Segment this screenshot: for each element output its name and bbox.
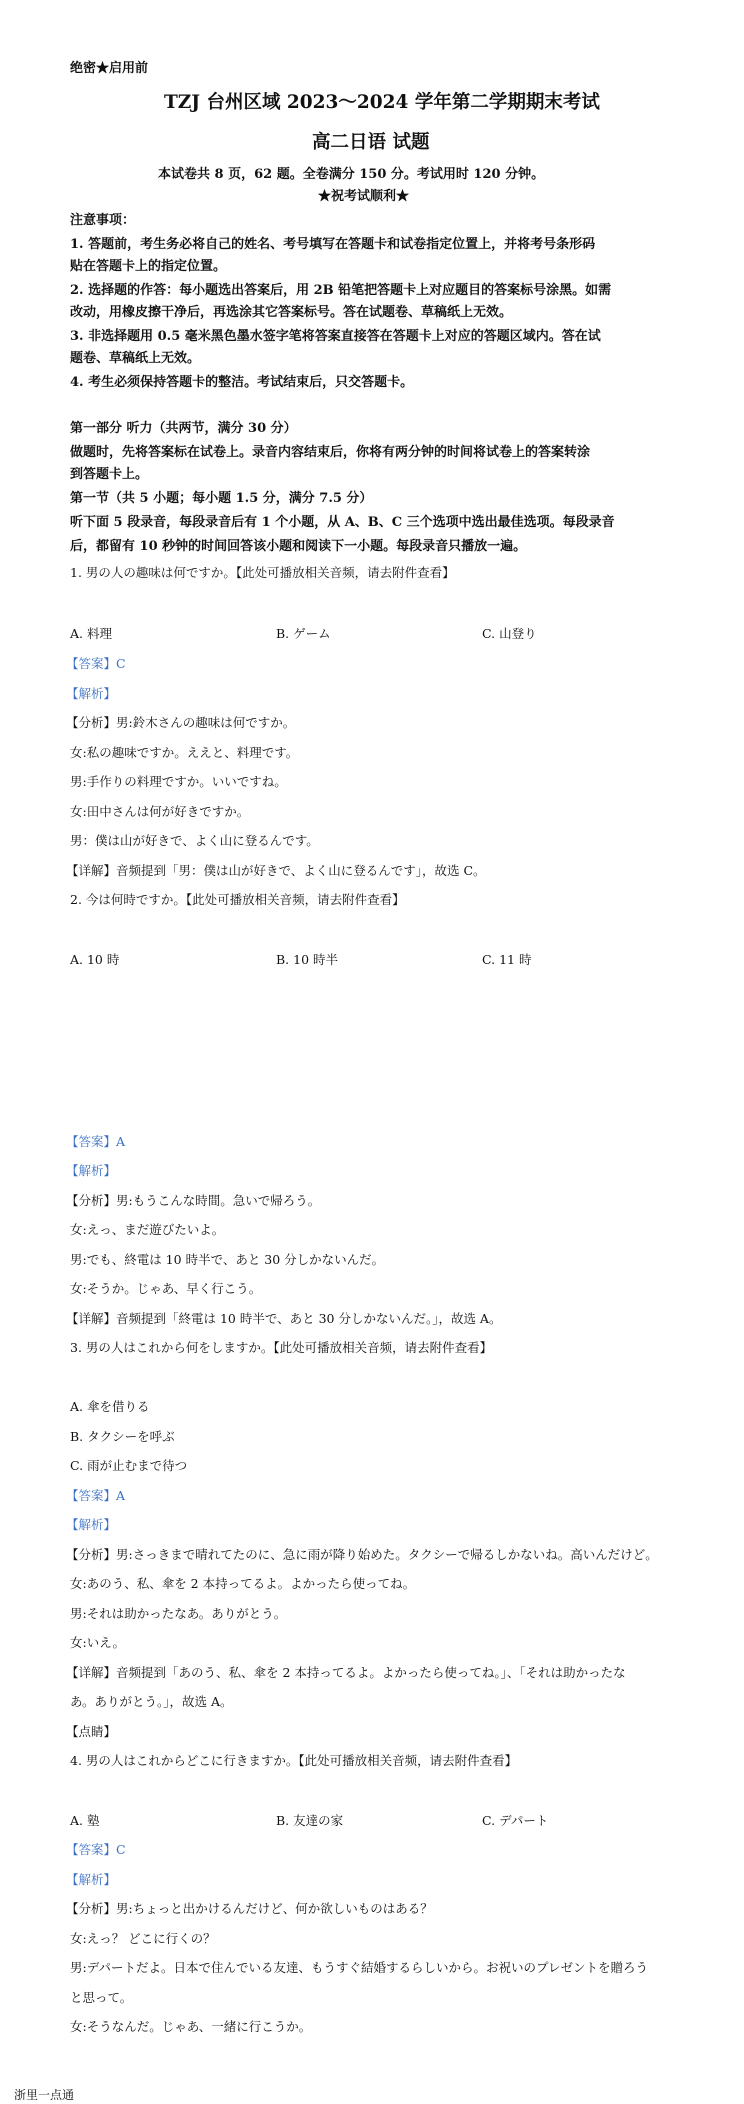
part1-heading: 第一部分 听力（共两节，满分 30 分） <box>70 421 297 436</box>
transcript-line: 【分析】男:ちょっと出かけるんだけど、何か欲しいものはある？ <box>66 1901 433 1916</box>
explanation-line: 【详解】音频提到「男：僕は山が好きで、よく山に登るんです」，故选 C。 <box>66 863 486 878</box>
option-a: A. 10 時 <box>70 952 120 967</box>
option-c: C. 山登り <box>482 626 537 641</box>
option-b: B. 友達の家 <box>276 1813 344 1828</box>
answer-label: 【答案】C <box>66 1842 126 1857</box>
explanation-line: あ。ありがとう。」，故选 A。 <box>70 1694 233 1709</box>
option-a: A. 料理 <box>70 626 112 641</box>
question-3: 3. 男の人はこれから何をしますか。【此处可播放相关音频，请去附件查看】 <box>70 1340 493 1355</box>
notes-line: 题卷、草稿纸上无效。 <box>70 351 201 366</box>
option-c: C. デパート <box>482 1813 549 1828</box>
exam-info: 本试卷共 8 页，62 题。全卷满分 150 分。考试用时 120 分钟。 <box>158 167 545 182</box>
section-intro: 听下面 5 段录音，每段录音后有 1 个小题，从 A、B、C 三个选项中选出最佳选项。每段录音 <box>70 515 615 530</box>
notes-line: 贴在答题卡上的指定位置。 <box>70 259 227 274</box>
question-2: 2. 今は何時ですか。【此处可播放相关音频，请去附件查看】 <box>70 892 405 907</box>
transcript-line: 女:えっ？ どこに行くの？ <box>70 1931 216 1946</box>
transcript-line: 男:手作りの料理ですか。いいですね。 <box>70 774 287 789</box>
answer-label: 【答案】C <box>66 656 126 671</box>
explanation-line: 【详解】音频提到「あのう、私、傘を 2 本持ってるよ。よかったら使ってね。」、「それは助かったな <box>66 1665 626 1680</box>
secret-label: 绝密★启用前 <box>70 61 149 76</box>
part1-intro: 到答题卡上。 <box>70 467 149 482</box>
transcript-line: 【分析】男:さっきまで晴れてたのに、急に雨が降り始めた。タクシーで帰るしかないね。高いんだけど。 <box>66 1547 658 1562</box>
option-a: A. 塾 <box>70 1813 100 1828</box>
answer-label: 【答案】A <box>66 1488 126 1503</box>
transcript-line: 男：僕は山が好きで、よく山に登るんです。 <box>70 833 319 848</box>
option-b: B. タクシーを呼ぶ <box>70 1429 175 1444</box>
footer-watermark: 浙里一点通 <box>14 2088 75 2102</box>
notes-line: 1. 答题前，考生务必将自己的姓名、考号填写在答题卡和试卷指定位置上，并将考号条形码 <box>70 237 596 252</box>
transcript-line: 【分析】男:鈴木さんの趣味は何ですか。 <box>66 715 296 730</box>
section-intro: 后，都留有 10 秒钟的时间回答该小题和阅读下一小题。每段录音只播放一遍。 <box>70 539 527 554</box>
notes-line: 3. 非选择题用 0.5 毫米黑色墨水签字笔将答案直接答在答题卡上对应的答题区域内。答在试 <box>70 329 601 344</box>
analysis-label: 【解析】 <box>66 1163 117 1178</box>
transcript-line: 女:そうなんだ。じゃあ、一緒に行こうか。 <box>70 2019 312 2034</box>
notes-line: 4. 考生必须保持答题卡的整洁。考试结束后，只交答题卡。 <box>70 375 414 390</box>
question-1: 1. 男の人の趣味は何ですか。【此处可播放相关音频，请去附件查看】 <box>70 565 455 580</box>
transcript-line: と思って。 <box>70 1990 133 2005</box>
transcript-line: 女:田中さんは何が好きですか。 <box>70 804 250 819</box>
analysis-label: 【解析】 <box>66 686 117 701</box>
explanation-line: 【详解】音频提到「終電は 10 時半で、あと 30 分しかないんだ。」，故选 A。 <box>66 1311 502 1326</box>
transcript-line: 男:それは助かったなあ。ありがとう。 <box>70 1606 287 1621</box>
option-b: B. ゲーム <box>276 626 331 641</box>
transcript-line: 女:いえ。 <box>70 1635 125 1650</box>
option-c: C. 雨が止むまで待つ <box>70 1458 188 1473</box>
section-heading: 第一节（共 5 小题；每小题 1.5 分，满分 7.5 分） <box>70 491 373 506</box>
notes-heading: 注意事项： <box>70 213 136 228</box>
transcript-line: 女:えっ、まだ遊びたいよ。 <box>70 1222 225 1237</box>
analysis-label: 【解析】 <box>66 1517 117 1532</box>
option-c: C. 11 時 <box>482 952 532 967</box>
transcript-line: 男:デパートだよ。日本で住んでいる友達、もうすぐ結婚するらしいから。お祝いのプレゼントを贈ろう <box>70 1960 648 1975</box>
part1-intro: 做题时，先将答案标在试卷上。录音内容结束后，你将有两分钟的时间将试卷上的答案转涂 <box>70 445 591 460</box>
answer-label: 【答案】A <box>66 1134 126 1149</box>
transcript-line: 男:でも、終電は 10 時半で、あと 30 分しかないんだ。 <box>70 1252 385 1267</box>
analysis-label: 【解析】 <box>66 1872 117 1887</box>
option-b: B. 10 時半 <box>276 952 339 967</box>
option-a: A. 傘を借りる <box>70 1399 150 1414</box>
dianjing-label: 【点睛】 <box>66 1724 117 1739</box>
exam-wish: ★祝考试顺利★ <box>318 189 410 204</box>
question-4: 4. 男の人はこれからどこに行きますか。【此处可播放相关音频，请去附件查看】 <box>70 1753 518 1768</box>
exam-subtitle: 高二日语 试题 <box>312 132 430 153</box>
transcript-line: 女:私の趣味ですか。ええと、料理です。 <box>70 745 299 760</box>
transcript-line: 【分析】男:もうこんな時間。急いで帰ろう。 <box>66 1193 321 1208</box>
exam-title: TZJ 台州区域 2023～2024 学年第二学期期末考试 <box>164 92 600 113</box>
transcript-line: 女:そうか。じゃあ、早く行こう。 <box>70 1281 262 1296</box>
notes-line: 改动，用橡皮擦干净后，再选涂其它答案标号。答在试题卷、草稿纸上无效。 <box>70 305 513 320</box>
transcript-line: 女:あのう、私、傘を 2 本持ってるよ。よかったら使ってね。 <box>70 1576 416 1591</box>
notes-line: 2. 选择题的作答：每小题选出答案后，用 2B 铅笔把答题卡上对应题目的答案标号涂黑。如需 <box>70 283 612 298</box>
